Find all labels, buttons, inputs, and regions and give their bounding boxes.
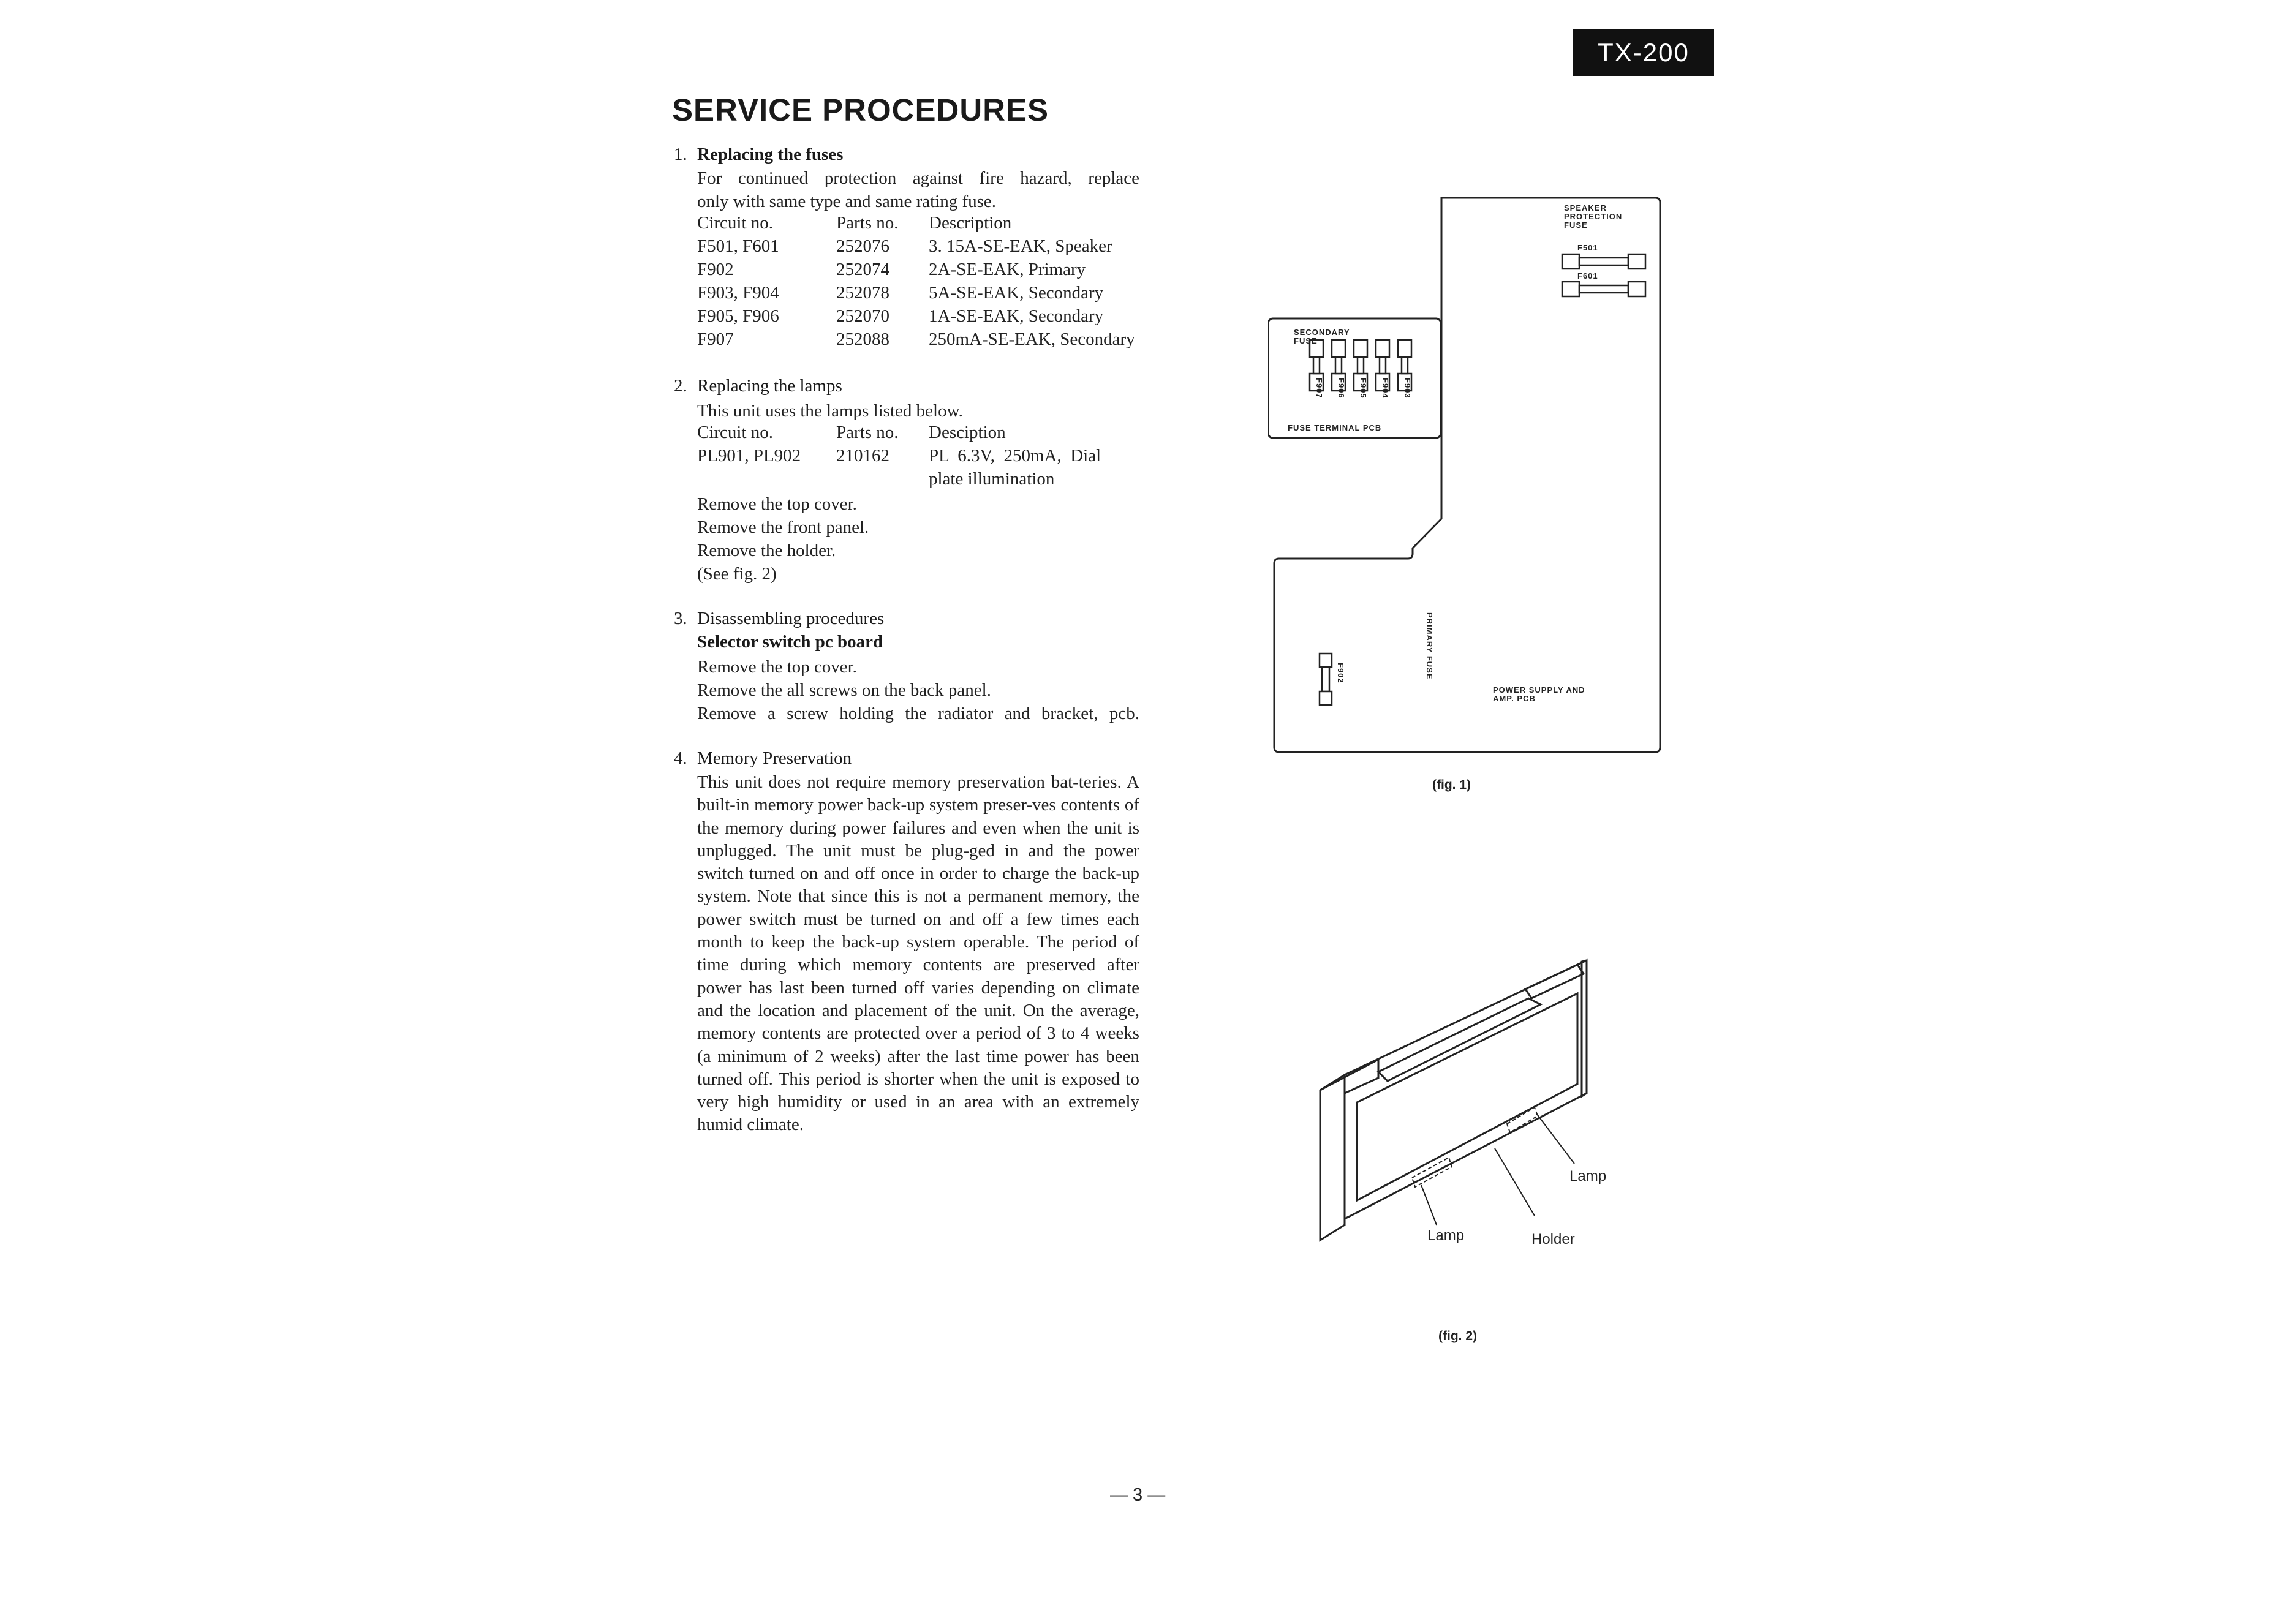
step-line: Remove the holder. (697, 541, 836, 560)
table-cell: 3. 15A-SE-EAK, Speaker (929, 236, 1112, 256)
step-line: Remove the top cover. (697, 494, 857, 514)
table-cell: F903, F904 (697, 283, 779, 303)
table-cell: 252088 (836, 329, 889, 349)
table-cell: 250mA-SE-EAK, Secondary (929, 329, 1135, 349)
section-heading: Disassembling procedures (697, 609, 885, 628)
power-board-outline (1274, 198, 1660, 752)
fuse-label-f904: F904 (1381, 378, 1390, 399)
section-number: 1. (674, 145, 687, 164)
section-number: 4. (674, 748, 687, 768)
section-heading: Replacing the fuses (697, 145, 844, 164)
page-number: — 3 — (1110, 1485, 1166, 1505)
primary-fuse (1320, 653, 1332, 705)
step-line: Remove the top cover. (697, 657, 857, 677)
rail-slot (1378, 998, 1541, 1081)
section-heading: Replacing the lamps (697, 376, 842, 396)
fuse-terminal-label: FUSE TERMINAL PCB (1288, 423, 1382, 432)
leader-lamp-left (1421, 1185, 1437, 1225)
speaker-fuses (1562, 254, 1645, 296)
table-cell: 1A-SE-EAK, Secondary (929, 306, 1104, 326)
page-title: SERVICE PROCEDURES (672, 92, 1049, 127)
table-cell: 252074 (836, 260, 889, 279)
lamp-right (1507, 1107, 1538, 1132)
rail-end (1525, 965, 1584, 998)
section-heading: Memory Preservation (697, 748, 852, 768)
side-panel (1320, 1075, 1345, 1240)
model-tag: TX-200 (1573, 29, 1714, 76)
section-subheading: Selector switch pc board (697, 632, 883, 652)
table-cell: F905, F906 (697, 306, 779, 326)
top-edge (1320, 1060, 1378, 1093)
fuse-label-f903: F903 (1403, 378, 1412, 399)
fuse-label-f907: F907 (1315, 378, 1324, 399)
leader-lamp-right (1536, 1113, 1574, 1164)
fuse-label-f906: F906 (1337, 378, 1346, 399)
fuse-label-f501: F501 (1577, 243, 1598, 252)
table-cell: 252078 (836, 283, 889, 303)
step-line: Remove the front panel. (697, 518, 869, 537)
table-cell: F907 (697, 329, 734, 349)
fig1-caption: (fig. 1) (1432, 778, 1471, 792)
step-line: Remove the all screws on the back panel. (697, 680, 991, 700)
power-supply-label: POWER SUPPLY AND AMP. PCB (1493, 685, 1585, 703)
column-header: Circuit no. (697, 423, 774, 442)
fuse-label-f601: F601 (1577, 271, 1598, 281)
holder-inner (1357, 993, 1577, 1200)
secondary-fuse-label: SECONDARY FUSE (1294, 328, 1350, 345)
fig2-holder-label: Holder (1531, 1231, 1575, 1248)
lamp-left (1412, 1158, 1452, 1187)
table-cell: 210162 (836, 446, 889, 465)
table-cell: 5A-SE-EAK, Secondary (929, 283, 1104, 303)
fig2-lamp-left-label: Lamp (1427, 1227, 1465, 1244)
speaker-protection-label: SPEAKER PROTECTION FUSE (1564, 203, 1623, 230)
column-header: Circuit no. (697, 213, 774, 233)
fig2-lamp-right-label: Lamp (1569, 1168, 1607, 1184)
section-number: 2. (674, 376, 687, 396)
primary-fuse-label: PRIMARY FUSE (1425, 612, 1434, 680)
memory-paragraph: This unit does not require memory preservation bat-teries. A built-in memory power back-up system preser-ves contents of the memory during power failures and even when the unit is unplugged. The unit must be plug-ged in and the power switch turned on and off once in order to charge the back-up system. Note that since this is not a permanent memory, the power switch must be turned on and off a few times each month to keep the back-up system operable. The period of time during which memory contents are preserved after power has last been turned off varies depending on climate and the location and placement of the unit. On the average, memory contents are protected over a period of 3 to 4 weeks (a minimum of 2 weeks) after the last time power has been turned off. This period is shorter when the unit is exposed to very high humidity or used in an area with an extremely humid climate. (697, 772, 1139, 1135)
paragraph-line: only with same type and same rating fuse. (697, 192, 997, 211)
paragraph-line: For continued protection against fire hazard, replace (697, 168, 1139, 188)
section-number: 3. (674, 609, 687, 628)
fig2-diagram (1317, 955, 1605, 1249)
table-cell: 252070 (836, 306, 889, 326)
table-cell: 2A-SE-EAK, Primary (929, 260, 1086, 279)
column-header: Parts no. (836, 423, 899, 442)
paragraph-line: This unit uses the lamps listed below. (697, 401, 963, 421)
table-cell: F501, F601 (697, 236, 779, 256)
table-cell: PL 6.3V, 250mA, Dial (929, 446, 1101, 465)
table-cell: F902 (697, 260, 734, 279)
fig1-diagram (1268, 193, 1666, 756)
column-header: Desciption (929, 423, 1006, 442)
table-cell: 252076 (836, 236, 889, 256)
fuse-label-f902: F902 (1336, 663, 1345, 683)
step-line: Remove a screw holding the radiator and bracket, pcb. (697, 704, 1139, 723)
column-header: Description (929, 213, 1012, 233)
leader-holder (1495, 1148, 1535, 1216)
column-header: Parts no. (836, 213, 899, 233)
fig2-caption: (fig. 2) (1438, 1329, 1477, 1343)
fuse-label-f905: F905 (1359, 378, 1368, 399)
table-cell: plate illumination (929, 469, 1055, 489)
step-line: (See fig. 2) (697, 564, 777, 584)
table-cell: PL901, PL902 (697, 446, 801, 465)
